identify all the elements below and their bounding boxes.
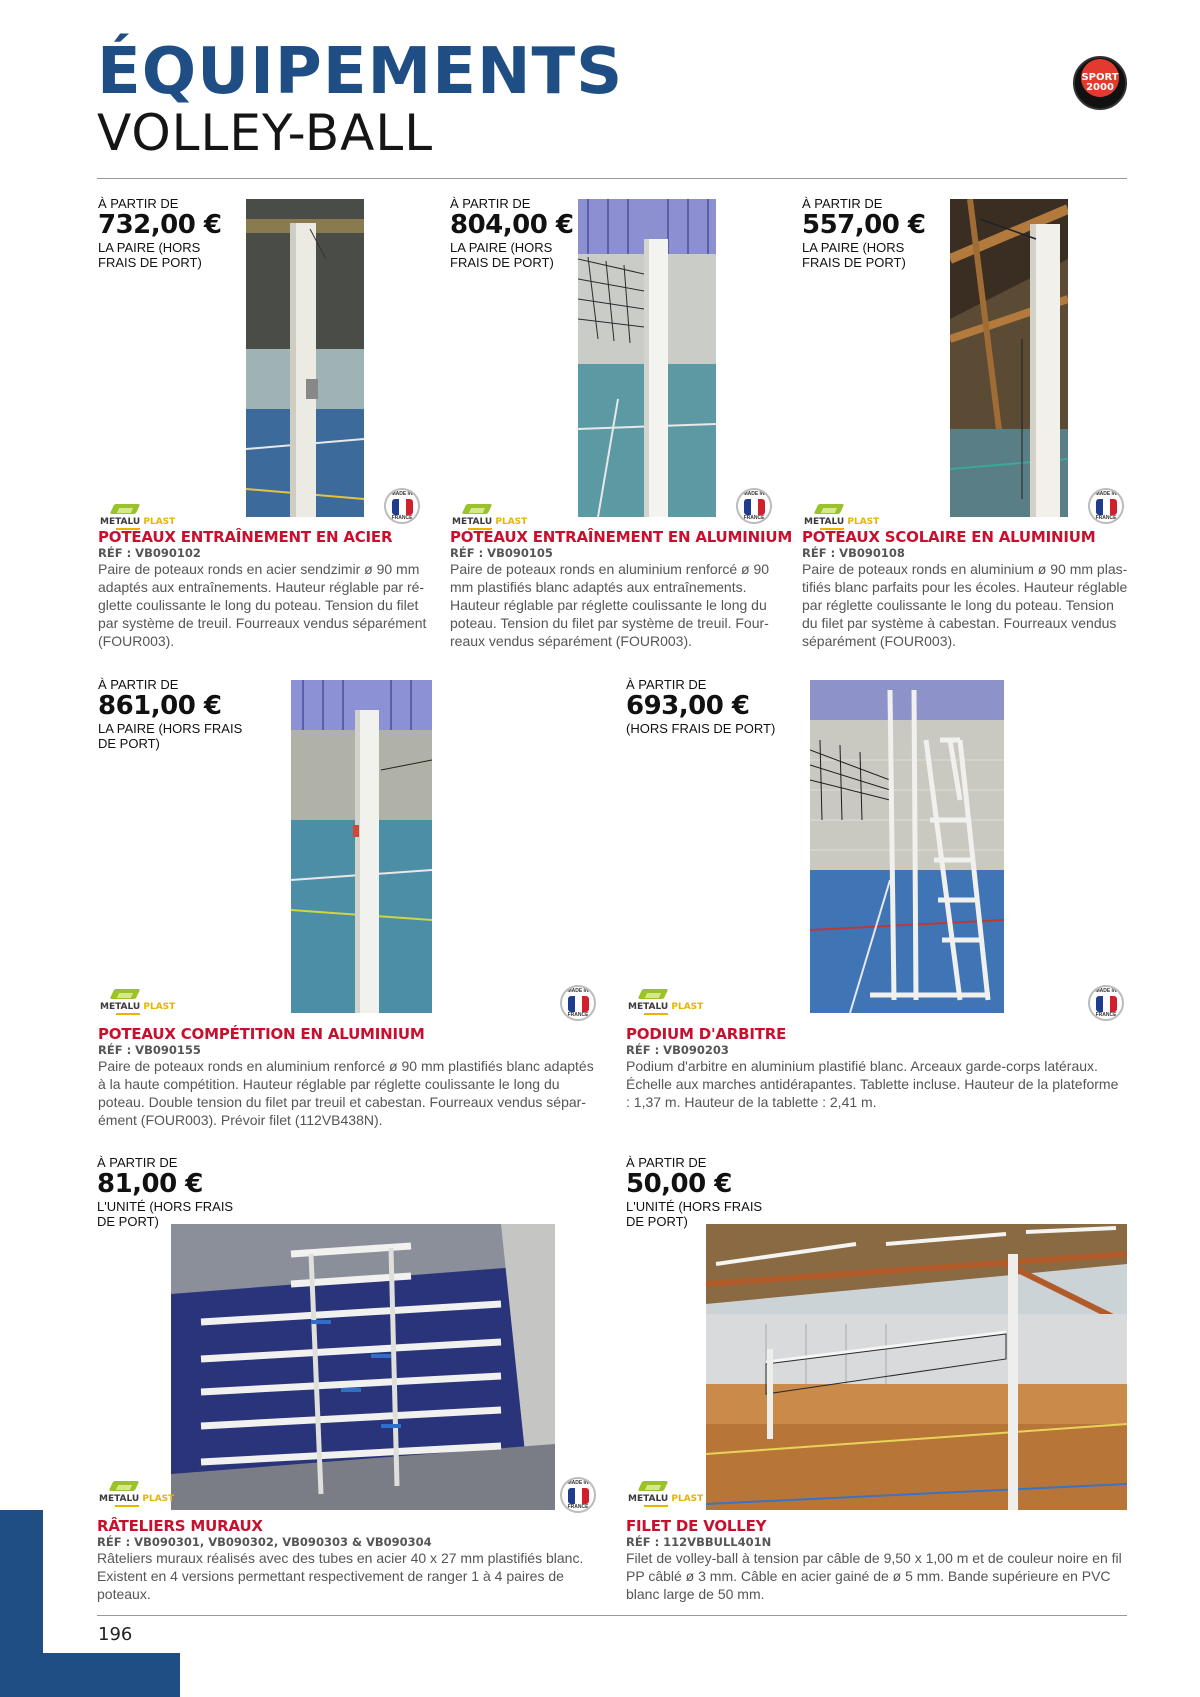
product-description: Paire de poteaux ronds en acier sendzimir ø 90 mm adaptés aux entraînements. Hauteur réglable par ré-glette coulissante le long du poteau. Tension du filet par système de treuil. Fourreaux vendus séparément (FOUR003). (98, 561, 427, 650)
price-block (98, 678, 248, 752)
brand-plast: PLAST (143, 1002, 176, 1012)
made-in-france-icon (1088, 488, 1124, 524)
price-value: 50,00 € (626, 1169, 732, 1200)
sport2000-logo (1073, 56, 1127, 110)
brand-plast: PLAST (142, 1494, 175, 1504)
product-ref: RÉF : VB090155 (98, 1042, 201, 1057)
brand-plast: PLAST (495, 517, 528, 527)
product-name: POTEAUX SCOLAIRE EN ALUMINIUM (802, 528, 1096, 546)
brand-metalu: METALU (99, 1494, 140, 1504)
france-label: FRANCE (567, 1012, 589, 1018)
product-photo-volley-net (706, 1224, 1127, 1510)
brand-metalu: METALU (804, 517, 845, 527)
logo-text-2000: 2000 (1086, 82, 1114, 93)
page-number: 196 (98, 1624, 133, 1645)
brand-metalu: METALU (628, 1494, 669, 1504)
product-info (98, 1026, 598, 1129)
price-prefix: À PARTIR DE (97, 1155, 178, 1170)
price-prefix: À PARTIR DE (626, 1155, 707, 1170)
product-name: PODIUM D'ARBITRE (626, 1025, 787, 1043)
product-info (97, 1518, 597, 1603)
price-note: LA PAIRE (HORS FRAIS DE PORT) (450, 240, 554, 271)
france-label: FRANCE (1095, 1012, 1117, 1018)
product-info (98, 529, 428, 650)
price-note: (HORS FRAIS DE PORT) (626, 721, 776, 737)
product-ref: RÉF : VB090102 (98, 545, 201, 560)
product-description: Filet de volley-ball à tension par câble de 9,50 x 1,00 m et de couleur noire en fil PP câblé ø 3 mm. Câble en acier gainé de ø 5 mm. Bande supérieure en PVC blanc large de 50 mm. (626, 1550, 1122, 1603)
header-divider (97, 178, 1127, 179)
price-note: LA PAIRE (HORS FRAIS DE PORT) (98, 240, 202, 271)
brand-metalu: METALU (100, 517, 141, 527)
product-description: Paire de poteaux ronds en aluminium renforcé ø 90 mm plastifiés blanc adaptés à la haute compétition. Hauteur réglable par réglette coulissante le long du poteau. Double tension du filet par treuil et cabestan. Fourreaux vendus sépar-ément (FOUR003). Prévoir filet (112VB438N). (98, 1058, 594, 1129)
product-name: POTEAUX COMPÉTITION EN ALUMINIUM (98, 1025, 425, 1043)
price-block (450, 197, 573, 271)
product-photo-referee-podium (810, 680, 1004, 1013)
brand-plast: PLAST (143, 517, 176, 527)
product-photo-competition-posts (291, 680, 432, 1013)
made-in-france-icon (560, 985, 596, 1021)
product-ref: RÉF : VB090108 (802, 545, 905, 560)
page-subtitle: VOLLEY-BALL (97, 104, 434, 162)
metalu-plast-logo (626, 1477, 704, 1513)
france-label: FRANCE (567, 1504, 589, 1510)
brand-metalu: METALU (100, 1002, 141, 1012)
france-label: FRANCE (743, 515, 765, 521)
product-ref: RÉF : VB090301, VB090302, VB090303 & VB090304 (97, 1534, 432, 1549)
product-photo-wall-racks (171, 1224, 555, 1510)
product-name: RÂTELIERS MURAUX (97, 1517, 263, 1535)
made-in-label: MADE IN (567, 988, 589, 994)
price-block (626, 1156, 776, 1230)
made-in-label: MADE IN (1095, 491, 1117, 497)
corner-decoration (0, 1653, 180, 1697)
product-name: POTEAUX ENTRAÎNEMENT EN ACIER (98, 528, 393, 546)
brand-metalu: METALU (452, 517, 493, 527)
made-in-label: MADE IN (567, 1480, 589, 1486)
price-prefix: À PARTIR DE (98, 677, 179, 692)
made-in-france-icon (736, 488, 772, 524)
price-block (802, 197, 925, 271)
metalu-plast-logo (98, 985, 176, 1021)
france-label: FRANCE (1095, 515, 1117, 521)
price-value: 732,00 € (98, 210, 222, 241)
price-block (97, 1156, 247, 1230)
product-photo-school-posts (950, 199, 1068, 517)
price-value: 81,00 € (97, 1169, 203, 1200)
metalu-plast-logo (626, 985, 704, 1021)
price-prefix: À PARTIR DE (802, 196, 883, 211)
price-note: L'UNITÉ (HORS FRAIS DE PORT) (626, 1199, 763, 1230)
product-ref: RÉF : 112VBBULL401N (626, 1534, 772, 1549)
product-name: FILET DE VOLLEY (626, 1517, 767, 1535)
made-in-label: MADE IN (391, 491, 413, 497)
product-info (626, 1026, 1126, 1111)
made-in-label: MADE IN (1095, 988, 1117, 994)
product-photo-alu-training-posts (578, 199, 716, 517)
product-description: Paire de poteaux ronds en aluminium ø 90 mm plas-tifiés blanc parfaits pour les écoles. Hauteur réglable par réglette coulissante le long du poteau. Tension du filet par système à cabestan. Fourreaux vendus séparément (FOUR003). (802, 561, 1128, 650)
brand-plast: PLAST (671, 1494, 704, 1504)
price-prefix: À PARTIR DE (98, 196, 179, 211)
product-photo-steel-posts (246, 199, 364, 517)
logo-text-sport: SPORT (1081, 72, 1119, 83)
product-info (626, 1518, 1131, 1603)
product-ref: RÉF : VB090105 (450, 545, 553, 560)
product-info (450, 528, 793, 650)
brand-metalu: METALU (628, 1002, 669, 1012)
product-info (802, 529, 1132, 650)
price-value: 557,00 € (802, 210, 926, 241)
price-note: LA PAIRE (HORS FRAIS DE PORT) (98, 721, 243, 752)
price-note: LA PAIRE (HORS FRAIS DE PORT) (802, 240, 906, 271)
price-block (98, 197, 221, 271)
brand-plast: PLAST (847, 517, 880, 527)
price-prefix: À PARTIR DE (450, 196, 531, 211)
made-in-label: MADE IN (743, 491, 765, 497)
product-description: Podium d'arbitre en aluminium plastifié blanc. Arceaux garde-corps latéraux. Échelle aux marches antidérapantes. Tablette incluse. Hauteur de la plateforme : 1,37 m. Hauteur de la tablette : 2,41 m. (626, 1058, 1119, 1111)
footer-divider (97, 1615, 1127, 1616)
product-description: Râteliers muraux réalisés avec des tubes en acier 40 x 27 mm plastifiés blanc. Existent en 4 versions permettant respectivement de ranger 1 à 4 paires de poteaux. (97, 1550, 584, 1603)
france-label: FRANCE (391, 515, 413, 521)
made-in-france-icon (1088, 985, 1124, 1021)
metalu-plast-logo (97, 1477, 175, 1513)
product-ref: RÉF : VB090203 (626, 1042, 729, 1057)
price-value: 861,00 € (98, 691, 222, 722)
product-name: POTEAUX ENTRAÎNEMENT EN ALUMINIUM (450, 528, 793, 546)
product-description: Paire de poteaux ronds en aluminium renforcé ø 90 mm plastifiés blanc adaptés aux entraînements. Hauteur réglable par réglette coulissante le long du poteau. Tension du filet par système de treuil. Four-reaux vendus séparément (FOUR003). (450, 561, 770, 650)
price-note: L'UNITÉ (HORS FRAIS DE PORT) (97, 1199, 234, 1230)
made-in-france-icon (560, 1477, 596, 1513)
price-block (626, 678, 776, 737)
price-prefix: À PARTIR DE (626, 677, 707, 692)
made-in-france-icon (384, 488, 420, 524)
page-title: ÉQUIPEMENTS (97, 35, 624, 109)
price-value: 804,00 € (450, 210, 574, 241)
brand-plast: PLAST (671, 1002, 704, 1012)
price-value: 693,00 € (626, 691, 750, 722)
